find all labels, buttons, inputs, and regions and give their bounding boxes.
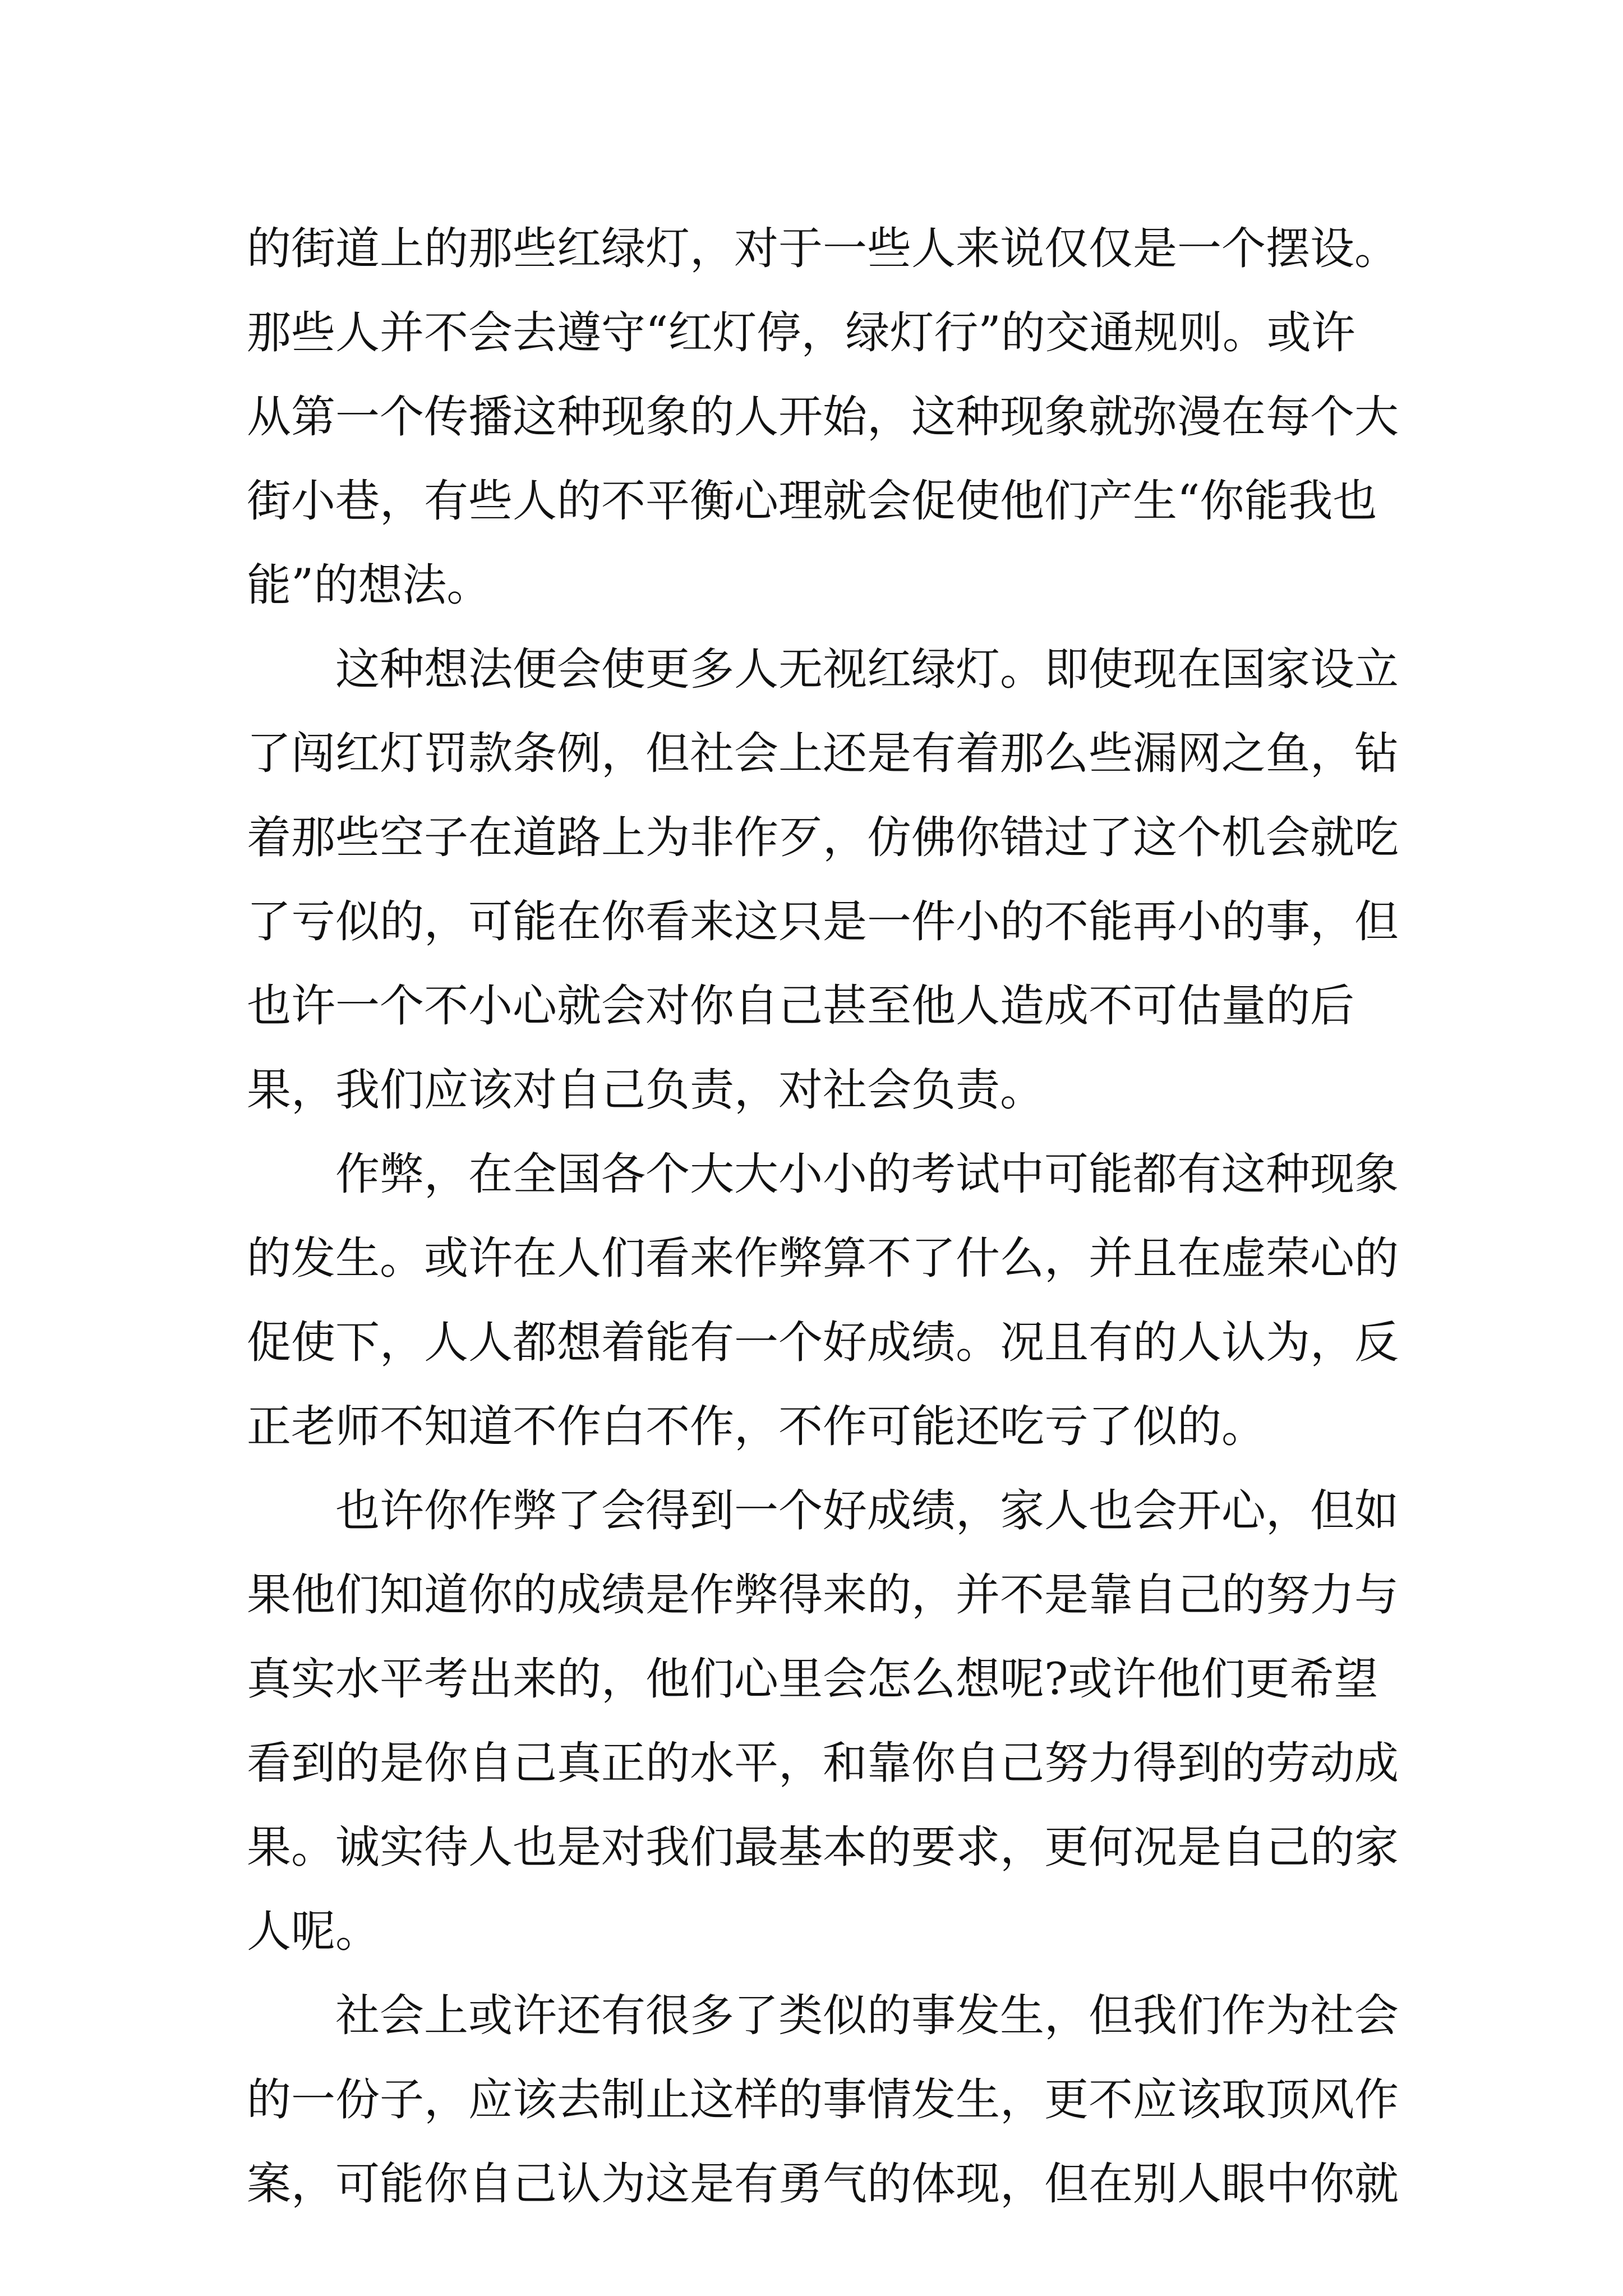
body-text [247, 206, 1399, 2226]
text-line: 果。诚实待人也是对我们最基本的要求，更何况是自己的家 [247, 1821, 1399, 1873]
text-line: 果，我们应该对自己负责，对社会负责。 [247, 1064, 1044, 1116]
text-line: 也许你作弊了会得到一个好成绩，家人也会开心，但如 [247, 1485, 1399, 1536]
text-line: 案，可能你自己认为这是有勇气的体现，但在别人眼中你就 [247, 2158, 1399, 2210]
text-line: 这种想法便会使更多人无视红绿灯。即使现在国家设立 [247, 643, 1399, 695]
text-line: 正老师不知道不作白不作，不作可能还吃亏了似的。 [247, 1401, 1266, 1452]
text-line: 真实水平考出来的，他们心里会怎么想呢?或许他们更希望 [247, 1653, 1378, 1705]
text-line: 的街道上的那些红绿灯，对于一些人来说仅仅是一个摆设。 [247, 223, 1399, 274]
text-line: 从第一个传播这种现象的人开始，这种现象就弥漫在每个大 [247, 391, 1399, 443]
text-line: 那些人并不会去遵守“红灯停，绿灯行”的交通规则。或许 [247, 307, 1355, 358]
text-line: 人呢。 [247, 1906, 380, 1957]
text-line: 促使下，人人都想着能有一个好成绩。况且有的人认为，反 [247, 1317, 1399, 1368]
text-line: 能”的想法。 [247, 559, 491, 611]
text-line: 了亏似的，可能在你看来这只是一件小的不能再小的事，但 [247, 896, 1399, 947]
text-line: 的发生。或许在人们看来作弊算不了什么，并且在虚荣心的 [247, 1232, 1399, 1284]
text-line: 的一份子，应该去制止这样的事情发生，更不应该取顶风作 [247, 2074, 1399, 2125]
text-line: 果他们知道你的成绩是作弊得来的，并不是靠自己的努力与 [247, 1569, 1399, 1621]
text-line: 作弊，在全国各个大大小小的考试中可能都有这种现象 [247, 1148, 1399, 1200]
text-line: 着那些空子在道路上为非作歹，仿佛你错过了这个机会就吃 [247, 812, 1399, 863]
text-line: 街小巷，有些人的不平衡心理就会促使他们产生“你能我也 [247, 475, 1377, 527]
text-line: 看到的是你自己真正的水平，和靠你自己努力得到的劳动成 [247, 1737, 1399, 1789]
text-line: 了闯红灯罚款条例，但社会上还是有着那么些漏网之鱼，钻 [247, 728, 1399, 779]
text-line: 社会上或许还有很多了类似的事发生，但我们作为社会 [247, 1990, 1399, 2041]
text-line: 也许一个不小心就会对你自己甚至他人造成不可估量的后 [247, 980, 1354, 1032]
